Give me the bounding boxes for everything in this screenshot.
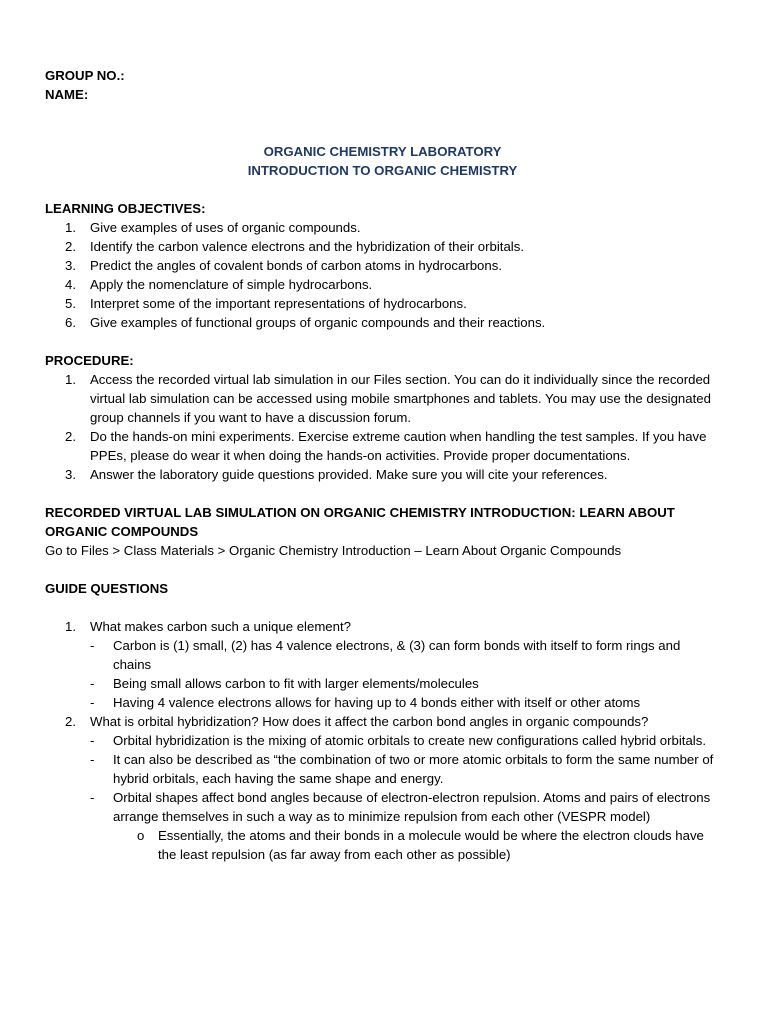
list-number: 6. — [65, 315, 76, 330]
answer-text: Being small allows carbon to fit with larger elements/molecules — [113, 676, 479, 691]
list-item — [45, 237, 720, 256]
list-number: 1. — [65, 619, 76, 634]
list-item-text: Access the recorded virtual lab simulation in our Files section. You can do it individually since the recorded virtual lab simulation can be accessed using mobile smartphones and tablets. You may use the designated group channels if you want to have a discussion forum. — [90, 372, 711, 425]
spacer — [45, 123, 720, 142]
sub-bullet — [45, 826, 720, 864]
list-item — [45, 294, 720, 313]
list-item — [45, 218, 720, 237]
list-number: 5. — [65, 296, 76, 311]
procedure-heading: PROCEDURE: — [45, 353, 134, 368]
answer-bullets — [45, 731, 720, 826]
list-number: 3. — [65, 467, 76, 482]
dash-bullet-icon: - — [90, 676, 95, 691]
spacer — [45, 180, 720, 199]
answer-text: Carbon is (1) small, (2) has 4 valence electrons, & (3) can form bonds with itself to form rings and chains — [113, 638, 681, 672]
list-item — [45, 256, 720, 275]
spacer — [45, 484, 720, 503]
dash-bullet-icon: - — [90, 790, 95, 805]
list-item — [45, 427, 720, 465]
guide-questions-list — [45, 712, 720, 731]
group-number-label: GROUP NO.: — [45, 68, 125, 83]
answer-bullet — [45, 788, 720, 826]
list-item-text: Do the hands-on mini experiments. Exercise extreme caution when handling the test samples. If you have PPEs, please do wear it when doing the hands-on activities. Provide proper documentations. — [90, 429, 707, 463]
answer-bullet — [45, 636, 720, 674]
guide-questions-heading: GUIDE QUESTIONS — [45, 581, 169, 596]
dash-bullet-icon: - — [90, 638, 95, 653]
list-item-text: Interpret some of the important representations of hydrocarbons. — [90, 296, 467, 311]
spacer — [45, 560, 720, 579]
answer-bullet — [45, 693, 720, 712]
list-item-text: Give examples of functional groups of organic compounds and their reactions. — [90, 315, 546, 330]
spacer — [45, 598, 720, 617]
list-item-text: Give examples of uses of organic compounds. — [90, 220, 361, 235]
question-text: What is orbital hybridization? How does it affect the carbon bond angles in organic compounds? — [90, 714, 649, 729]
list-number: 4. — [65, 277, 76, 292]
answer-text: Having 4 valence electrons allows for having up to 4 bonds either with itself or other atoms — [113, 695, 641, 710]
dash-bullet-icon: - — [90, 752, 95, 767]
document-page — [45, 66, 720, 864]
answer-text: It can also be described as “the combination of two or more atomic orbitals to form the same number of hybrid orbitals, each having the same shape and energy. — [113, 752, 714, 786]
list-number: 1. — [65, 220, 76, 235]
answer-bullet — [45, 674, 720, 693]
sub-bullets — [45, 826, 720, 864]
question-item — [45, 617, 720, 636]
answer-bullets — [45, 636, 720, 712]
document-title-line-1: ORGANIC CHEMISTRY LABORATORY — [263, 144, 502, 159]
question-item — [45, 712, 720, 731]
learning-objectives-list — [45, 218, 720, 332]
learning-objectives-heading: LEARNING OBJECTIVES: — [45, 201, 206, 216]
answer-text: Orbital hybridization is the mixing of atomic orbitals to create new configurations called hybrid orbitals. — [113, 733, 706, 748]
list-number: 1. — [65, 372, 76, 387]
files-path-text: Go to Files > Class Materials > Organic Chemistry Introduction – Learn About Organic Compounds — [45, 543, 622, 558]
list-item-text: Answer the laboratory guide questions provided. Make sure you will cite your references. — [90, 467, 608, 482]
list-item-text: Identify the carbon valence electrons and the hybridization of their orbitals. — [90, 239, 524, 254]
list-number: 2. — [65, 429, 76, 444]
guide-questions-list — [45, 617, 720, 636]
list-item — [45, 465, 720, 484]
document-title-line-2: INTRODUCTION TO ORGANIC CHEMISTRY — [247, 163, 518, 178]
list-item — [45, 370, 720, 427]
sub-bullet-text: Essentially, the atoms and their bonds in a molecule would be where the electron clouds have the least repulsion (as far away from each other as possible) — [158, 828, 704, 862]
answer-bullet — [45, 731, 720, 750]
name-label: NAME: — [45, 87, 89, 102]
list-number: 2. — [65, 239, 76, 254]
answer-bullet — [45, 750, 720, 788]
list-number: 2. — [65, 714, 76, 729]
list-number: 3. — [65, 258, 76, 273]
procedure-list — [45, 370, 720, 484]
dash-bullet-icon: - — [90, 733, 95, 748]
dash-bullet-icon: - — [90, 695, 95, 710]
answer-text: Orbital shapes affect bond angles because of electron-electron repulsion. Atoms and pairs of electrons arrange themselves in such a way as to minimize repulsion from each other (VESPR model) — [113, 790, 711, 824]
circle-bullet-icon: o — [137, 828, 145, 843]
spacer — [45, 104, 720, 123]
list-item-text: Predict the angles of covalent bonds of carbon atoms in hydrocarbons. — [90, 258, 502, 273]
list-item — [45, 275, 720, 294]
list-item-text: Apply the nomenclature of simple hydrocarbons. — [90, 277, 373, 292]
simulation-heading: RECORDED VIRTUAL LAB SIMULATION ON ORGANIC CHEMISTRY INTRODUCTION: LEARN ABOUT ORGANIC COMPOUNDS — [45, 505, 675, 539]
spacer — [45, 332, 720, 351]
question-text: What makes carbon such a unique element? — [90, 619, 351, 634]
list-item — [45, 313, 720, 332]
